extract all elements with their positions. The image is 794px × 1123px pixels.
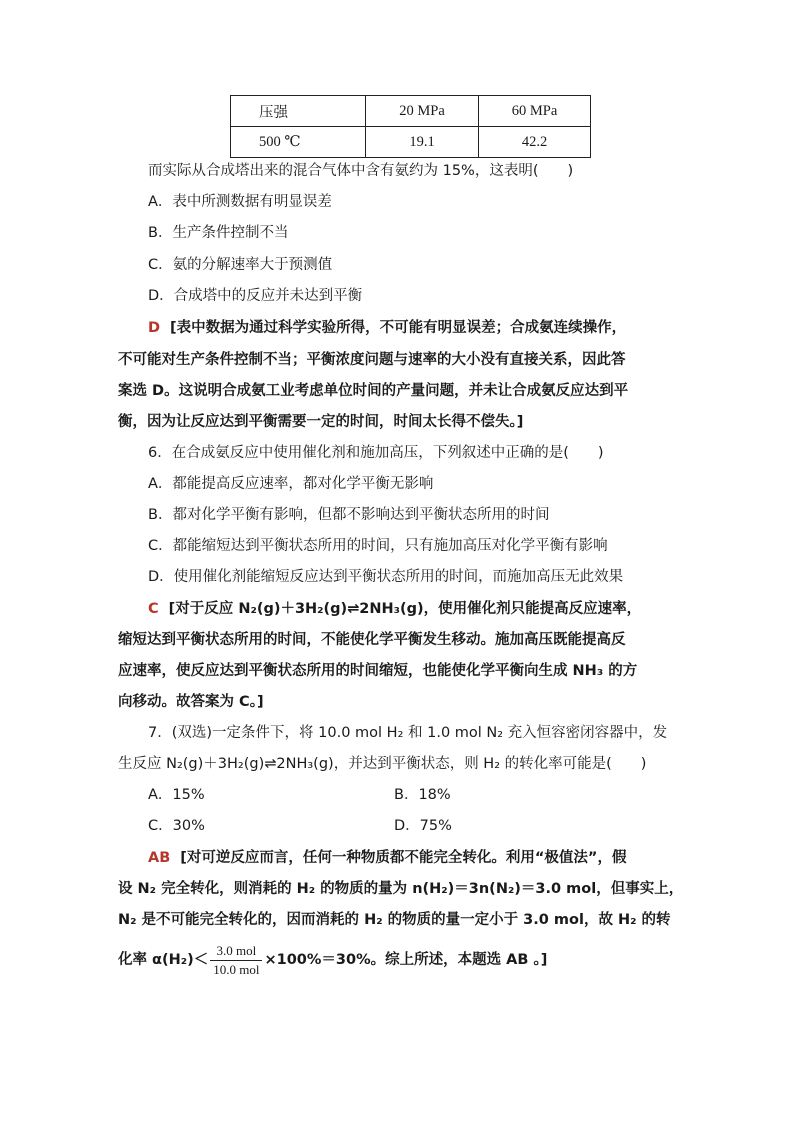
q6-explanation-line: 应速率，使反应达到平衡状态所用的时间缩短，也能使化学平衡向生成 NH₃ 的方 [118, 663, 638, 679]
q7-explanation-text: [对可逆反应而言，任何一种物质都不能完全转化。利用“极值法”，假 [180, 850, 627, 866]
fraction-numerator: 3.0 mol [210, 943, 262, 961]
q7-explanation-formula-line [118, 938, 547, 982]
table-cell: 压强 [231, 96, 366, 127]
q6-option-a: A．都能提高反应速率，都对化学平衡无影响 [148, 476, 434, 492]
q7-explanation-line: 设 N₂ 完全转化，则消耗的 H₂ 的物质的量为 n(H₂)＝3n(N₂)＝3.0 mol，但事实上， [118, 881, 684, 897]
fraction [210, 943, 262, 978]
q5-explanation-line: 衡，因为让反应达到平衡需要一定的时间，时间太长得不偿失。] [118, 414, 524, 430]
table-cell: 20 MPa [366, 96, 479, 127]
q5-stem: 而实际从合成塔出来的混合气体中含有氨约为 15%，这表明( ) [148, 163, 574, 179]
formula-suffix: ×100%＝30%。综上所述，本题选 AB 。] [264, 952, 548, 968]
q6-option-d: D．使用催化剂能缩短反应达到平衡状态所用的时间，而施加高压无此效果 [148, 569, 624, 585]
table-cell: 500 ℃ [231, 127, 366, 158]
fraction-denominator: 10.0 mol [213, 961, 260, 977]
q6-explanation-line: 缩短达到平衡状态所用的时间，不能使化学平衡发生移动。施加高压既能提高反 [118, 632, 626, 648]
q6-option-c: C．都能缩短达到平衡状态所用的时间，只有施加高压对化学平衡有影响 [148, 538, 608, 554]
q7-explanation-line [148, 848, 626, 868]
q7-answer-key: AB [148, 850, 171, 866]
q5-option-c: C．氨的分解速率大于预测值 [148, 257, 333, 273]
q5-explanation-line [148, 318, 626, 338]
table-cell: 42.2 [479, 127, 591, 158]
q5-option-a: A．表中所测数据有明显误差 [148, 194, 332, 210]
q7-option-a: A．15% [148, 787, 205, 803]
q5-option-d: D．合成塔中的反应并未达到平衡 [148, 288, 363, 304]
q7-explanation-line: N₂ 是不可能完全转化的，因而消耗的 H₂ 的物质的量一定小于 3.0 mol，故 H₂ 的转 [118, 912, 671, 928]
table-row [231, 127, 591, 158]
q5-explanation-text: [表中数据为通过科学实验所得，不可能有明显误差；合成氨连续操作， [170, 320, 627, 336]
q7-option-d: D．75% [394, 818, 452, 834]
table-cell: 19.1 [366, 127, 479, 158]
q5-explanation-line: 案选 D。这说明合成氨工业考虑单位时间的产量问题，并未让合成氨反应达到平 [118, 383, 629, 399]
q7-option-b: B．18% [394, 787, 451, 803]
q7-option-c: C．30% [148, 818, 205, 834]
q5-option-b: B．生产条件控制不当 [148, 225, 289, 241]
q5-explanation-line: 不可能对生产条件控制不当；平衡浓度问题与速率的大小没有直接关系，因此答 [118, 352, 626, 368]
table-header-row [231, 96, 591, 127]
q6-stem: 6．在合成氨反应中使用催化剂和施加高压，下列叙述中正确的是( ) [148, 445, 604, 461]
q5-answer-key: D [148, 320, 161, 336]
data-table [230, 95, 591, 158]
table-cell: 60 MPa [479, 96, 591, 127]
formula-prefix: 化率 α(H₂)＜ [118, 952, 209, 968]
q6-explanation-line [148, 599, 641, 619]
q7-stem-line: 生反应 N₂(g)＋3H₂(g)⇌2NH₃(g)，并达到平衡状态，则 H₂ 的转化率可能是( ) [118, 756, 647, 772]
q6-explanation-line: 向移动。故答案为 C。] [118, 694, 264, 710]
q7-stem-line: 7．(双选)一定条件下，将 10.0 mol H₂ 和 1.0 mol N₂ 充入恒容密闭容器中，发 [148, 725, 668, 741]
q6-option-b: B．都对化学平衡有影响，但都不影响达到平衡状态所用的时间 [148, 507, 550, 523]
q6-answer-key: C [148, 601, 159, 617]
q6-explanation-text: [对于反应 N₂(g)＋3H₂(g)⇌2NH₃(g)，使用催化剂只能提高反应速率， [168, 601, 642, 617]
